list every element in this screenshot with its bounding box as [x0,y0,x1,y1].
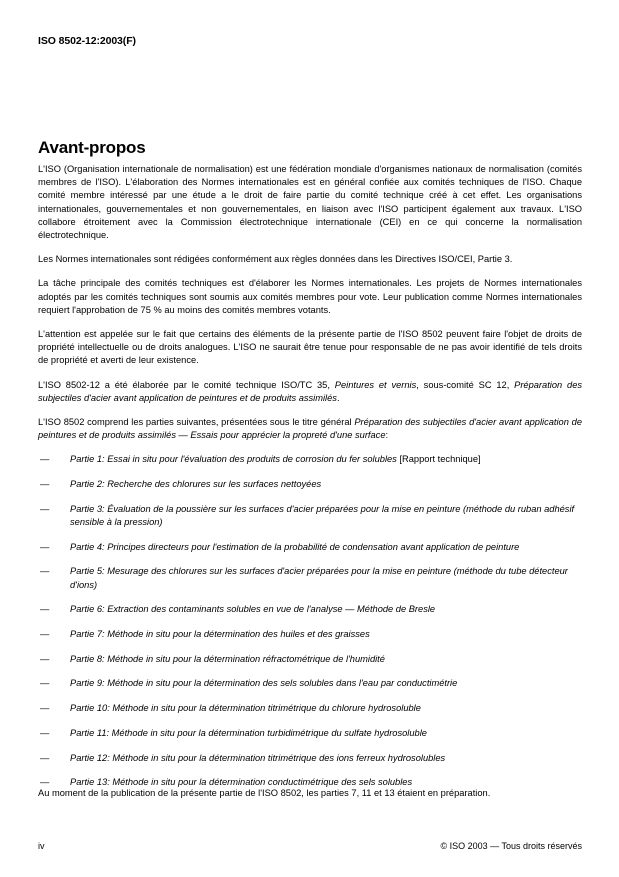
paragraph-foreword-4: L'attention est appelée sur le fait que certains des éléments de la présente partie de l'ISO 8502 peuvent faire l'objet de droits de propriété intellectuelle ou de droits analogues. L'ISO ne saurait être tenue pour responsable de ne pas avoir identifié de tels droits de propriété et averti de leur existence. [38,329,582,366]
list-item [38,727,582,740]
part-title: Partie 11: Méthode in situ pour la détermination turbidimétrique du sulfate hydrosoluble [70,727,427,738]
committee-title-tc35: Peintures et vernis [334,379,417,390]
paragraph-foreword-3: La tâche principale des comités techniques est d'élaborer les Normes internationales. Les projets de Normes internationales adoptés par les comités techniques sont soumis aux comités membres pour vote. Leur publication comme Normes internationales requiert l'approbation de 75 % au moins des comités membres votants. [38,278,582,315]
em-dash-marker: — [40,752,49,763]
attribution-text-1: L'ISO 8502-12 a été élaborée par le comité technique ISO/TC 35, [38,379,335,390]
part-title: Partie 7: Méthode in situ pour la détermination des huiles et des graisses [70,629,370,640]
part-title: Partie 6: Extraction des contaminants solubles en vue de l'analyse — Méthode de Bresle [70,604,436,615]
part-title: Partie 5: Mesurage des chlorures sur les surfaces d'acier préparées pour la mise en peinture (méthode du tube détecteur d'ions) [70,566,568,590]
copyright-notice: © ISO 2003 — Tous droits réservés [440,841,582,851]
list-item [38,653,582,666]
em-dash-marker: — [40,777,49,788]
paragraph-foreword-1: L'ISO (Organisation internationale de normalisation) est une fédération mondiale d'organismes nationaux de normalisation (comités membres de l'ISO). L'élaboration des Normes internationales est en général confiée aux comités techniques de l'ISO. Chaque comité membre intéressé par une étude a le droit de faire partie du comité technique créé à cet effet. Les organisations internationales, gouvernementales et non gouvernementales, en liaison avec l'ISO participent également aux travaux. L'ISO collabore étroitement avec la Commission électrotechnique internationale (CEI) en ce qui concerne la normalisation électrotechnique. [38,164,582,241]
list-item [38,541,582,554]
part-title: Partie 1: Essai in situ pour l'évaluation des produits de corrosion du fer solubles [70,454,397,465]
em-dash-marker: — [40,541,49,552]
general-title: Préparation des subjectiles d'acier avant application de peintures et de produits assimilés — Essais pour apprécier la propreté d'une surface [38,417,582,441]
page-number: iv [38,841,45,851]
em-dash-marker: — [40,703,49,714]
em-dash-marker: — [40,454,49,465]
em-dash-marker: — [40,503,49,514]
attribution-text-3: . [336,392,340,403]
part-title: Partie 12: Méthode in situ pour la détermination titrimétrique des ions ferreux hydrosolubles [70,752,446,763]
running-head: ISO 8502-12:2003(F) [38,35,136,47]
paragraph-parts-intro [38,416,582,442]
part-title: Partie 4: Principes directeurs pour l'estimation de la probabilité de condensation avant application de peinture [70,541,520,552]
part-note: [Rapport technique] [396,454,481,465]
parts-intro-text-2: : [385,430,389,441]
paragraph-foreword-2: Les Normes internationales sont rédigées conformément aux règles données dans les Directives ISO/CEI, Partie 3. [38,254,513,265]
page-title: Avant-propos [38,138,146,158]
part-title: Partie 2: Recherche des chlorures sur les surfaces nettoyées [70,479,322,490]
paragraph-committee-attribution [38,379,582,405]
part-title: Partie 9: Méthode in situ pour la détermination des sels solubles dans l'eau par conductimétrie [70,678,458,689]
list-item [38,702,582,715]
list-item [38,677,582,690]
list-item [38,603,582,616]
list-item [38,478,582,491]
em-dash-marker: — [40,629,49,640]
body-content [38,163,582,801]
part-title: Partie 13: Méthode in situ pour la détermination conductimétrique des sels solubles [70,777,413,788]
paragraph-publication-note: Au moment de la publication de la présente partie de l'ISO 8502, les parties 7, 11 et 13 étaient en préparation. [38,788,491,798]
list-item [38,752,582,765]
em-dash-marker: — [40,566,49,577]
subcommittee-title-sc12: Préparation des subjectiles d'acier avant application de peintures et de produits assimilés [38,379,583,403]
em-dash-marker: — [40,653,49,664]
parts-list [38,453,582,789]
list-item [38,628,582,641]
part-title: Partie 8: Méthode in situ pour la détermination réfractométrique de l'humidité [70,653,385,664]
part-title: Partie 3: Évaluation de la poussière sur les surfaces d'acier préparées pour la mise en peinture (méthode du ruban adhésif sensible à la pression) [70,503,575,528]
em-dash-marker: — [40,678,49,689]
list-item [38,453,582,466]
parts-intro-text-1: L'ISO 8502 comprend les parties suivantes, présentées sous le titre général [38,417,355,428]
em-dash-marker: — [40,604,49,615]
list-item [38,503,582,529]
attribution-text-2: , sous-comité SC 12, [416,379,515,390]
em-dash-marker: — [40,727,49,738]
list-item [38,565,582,591]
em-dash-marker: — [40,479,49,490]
part-title: Partie 10: Méthode in situ pour la détermination titrimétrique du chlorure hydrosoluble [70,703,421,714]
